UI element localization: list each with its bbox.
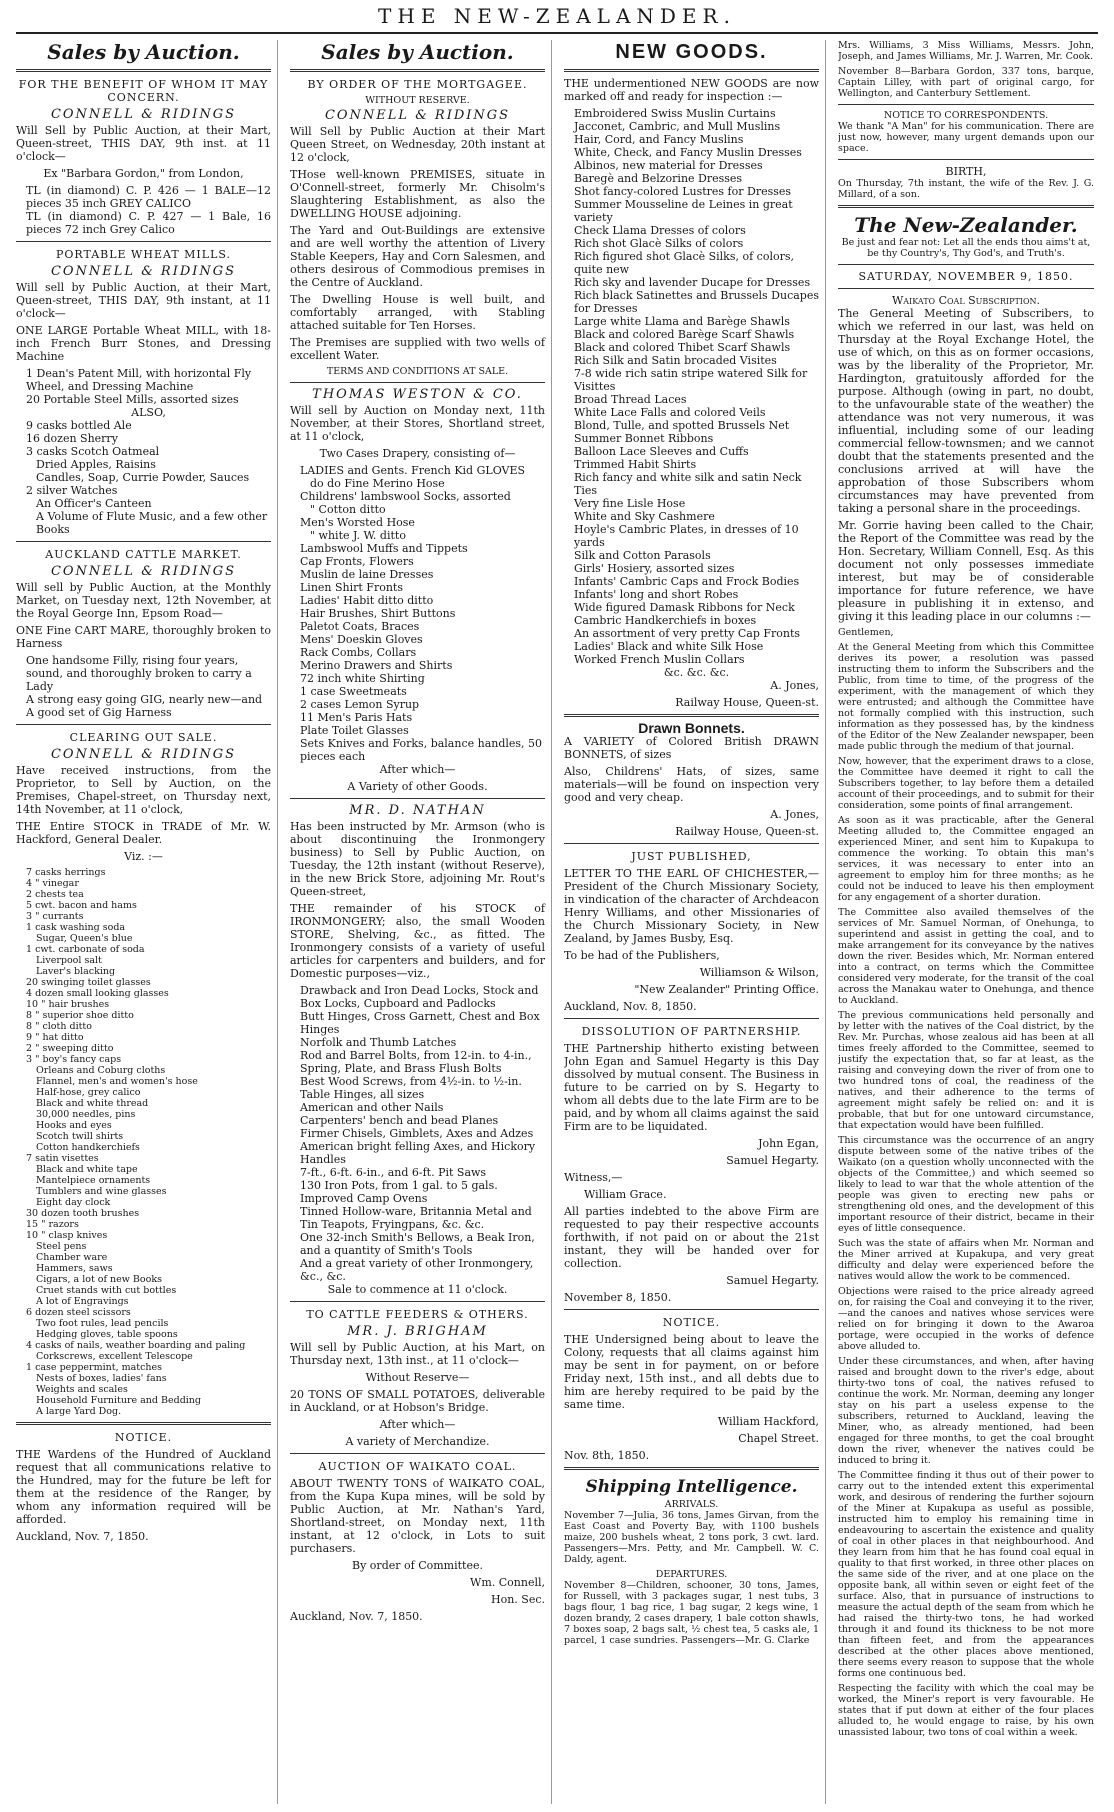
list-item: Hammers, saws [36, 1263, 113, 1274]
list-item: Men's Worsted Hose [300, 516, 415, 529]
list-item: Cap Fronts, Flowers [300, 555, 414, 568]
signature: Hon. Sec. [491, 1593, 545, 1606]
ad-ex: Ex "Barbara Gordon," from London, [43, 167, 244, 180]
ad-text: Also, Childrens' Hats, of sizes, same materials—will be found on inspection very good and very cheap. [564, 765, 819, 804]
list-item: Nests of boxes, ladies' fans [36, 1373, 167, 1384]
list-item: An assortment of very pretty Cap Fronts [574, 627, 801, 640]
list-item: Rich shot Glacè Silks of colors [574, 237, 744, 250]
list-item: Weights and scales [36, 1384, 128, 1395]
list-item: Large white Llama and Barège Shawls [574, 315, 790, 328]
ad-terms: TERMS AND CONDITIONS AT SALE. [326, 366, 509, 377]
ad-sale: Sale to commence at 11 o'clock. [327, 1283, 508, 1296]
list-item: Scotch twill shirts [36, 1131, 124, 1142]
ad-title: CLEARING OUT SALE. [69, 731, 218, 744]
ad-date: Auckland, Nov. 8, 1850. [564, 1000, 697, 1013]
ad-text: The Premises are supplied with two wells of excellent Water. [290, 336, 545, 362]
list-item: Cotton handkerchiefs [36, 1142, 140, 1153]
list-item: Jacconet, Cambric, and Mull Muslins [574, 120, 781, 133]
ad-text: ABOUT TWENTY TONS of WAIKATO COAL, from the Kupa Kupa mines, will be sold by Public Auction, at Mr. Nathan's Yard, Shortland-street, on Monday next, 11th instant, at 12 o'clock, in Lots to suit purchasers. [290, 1477, 545, 1555]
list-item: And a great variety of other Ironmongery, &c., &c. [300, 1257, 534, 1283]
column-2 [290, 40, 552, 1804]
ad-title: NOTICE. [114, 1431, 173, 1444]
list-item: Shot fancy-colored Lustres for Dresses [574, 185, 792, 198]
list-item: 11 Men's Paris Hats [300, 711, 413, 724]
list-item: An Officer's Canteen [36, 497, 152, 510]
list-item: Improved Camp Ovens [300, 1192, 428, 1205]
motto: Be just and fear not: Let all the ends thou aims't at, be thy Country's, Thy God's, and Truth's. [841, 237, 1091, 259]
list-item: 4 dozen small looking glasses [26, 988, 169, 999]
list-item: Rich Silk and Satin brocaded Visites [574, 354, 777, 367]
signature: Railway House, Queen-st. [675, 825, 819, 838]
list-item: 20 Portable Steel Mills, assorted sizes [26, 393, 239, 406]
list-item: Childrens' lambswool Socks, assorted [300, 490, 511, 503]
list-item: Liverpool salt [36, 955, 102, 966]
ad-lead: ONE LARGE Portable Wheat MILL, with 18-inch French Burr Stones, and Dressing Machine [16, 324, 271, 363]
list-item: One handsome Filly, rising four years, sound, and thoroughly broken to carry a Lady [26, 654, 252, 693]
dateline: SATURDAY, NOVEMBER 9, 1850. [858, 270, 1074, 283]
list-item: Muslin de laine Dresses [300, 568, 434, 581]
ad-title: PORTABLE WHEAT MILLS. [55, 248, 232, 261]
list-item: &c. &c. &c. [663, 666, 730, 679]
list-item: 2 cases Lemon Syrup [300, 698, 420, 711]
list-item: 8 " cloth ditto [26, 1021, 92, 1032]
column-1 [16, 40, 278, 1804]
list-item: 30 dozen tooth brushes [26, 1208, 140, 1219]
list-item: Steel pens [36, 1241, 87, 1252]
list-item: 4 " vinegar [26, 878, 79, 889]
list-item: Tinned Hollow-ware, Britannia Metal and Tin Teapots, Fryingpans, &c. &c. [300, 1205, 532, 1231]
list-item: Ladies' Black and white Silk Hose [574, 640, 764, 653]
list-item: 2 silver Watches [26, 484, 118, 497]
subhead: DEPARTURES. [655, 1569, 728, 1580]
ad-after: After which— [379, 1418, 456, 1431]
list-item: Lambswool Muffs and Tippets [300, 542, 468, 555]
ad-date: Auckland, Nov. 7, 1850. [16, 1530, 149, 1543]
auctioneer: CONNELL & RIDINGS [324, 108, 511, 123]
ad-text: The Dwelling House is well built, and comfortably arranged, with Stabling attached suitable for Ten Horses. [290, 293, 545, 332]
witness: William Grace. [584, 1188, 667, 1201]
list-item: 7-ft., 6-ft. 6-in., and 6-ft. Pit Saws [300, 1166, 487, 1179]
list-item: Albinos, new material for Dresses [574, 159, 763, 172]
ad-text: A VARIETY of Colored British DRAWN BONNETS, of sizes [564, 735, 819, 761]
signature: Samuel Hegarty. [726, 1154, 819, 1167]
ad-text: Will sell by Auction on Monday next, 11th November, at their Stores, Shortland street, at 11 o'clock, [290, 404, 545, 443]
item-list [290, 464, 545, 763]
ad-text: THE Undersigned being about to leave the Colony, requests that all claims against him may be sent in for payment, on or before Friday next, 15th inst., and all debts due to him are hereby required to be paid by the same time. [564, 1333, 819, 1411]
list-item: Chamber ware [36, 1252, 108, 1263]
list-item: 2 " sweeping ditto [26, 1043, 114, 1054]
list-item: 1 cwt. carbonate of soda [26, 944, 145, 955]
list-item: 1 Dean's Patent Mill, with horizontal Fly Wheel, and Dressing Machine [26, 367, 252, 393]
list-item: Merino Drawers and Shirts [300, 659, 453, 672]
report-paragraph: Such was the state of affairs when Mr. Norman and the Miner arrived at Kupakupa, and very great difficulty and delay were experienced before the natives would allow the work to be commenced. [838, 1238, 1094, 1282]
list-item: Candles, Soap, Currie Powder, Sauces [36, 471, 250, 484]
paper-title: The New-Zealander. [854, 213, 1078, 237]
auctioneer: MR. J. BRIGHAM [347, 1324, 488, 1339]
list-item: One 32-inch Smith's Bellows, a Beak Iron, and a quantity of Smith's Tools [300, 1231, 535, 1257]
list-item: 4 casks of nails, weather boarding and paling [26, 1340, 246, 1351]
list-item: Rich black Satinettes and Brussels Ducapes for Dresses [574, 289, 819, 315]
signature: A. Jones, [770, 679, 819, 692]
list-item: Worked French Muslin Collars [574, 653, 745, 666]
column-header: Sales by Auction. [321, 40, 514, 64]
item-list [290, 984, 545, 1283]
list-item: 2 chests tea [26, 889, 84, 900]
auctioneer: THOMAS WESTON & CO. [312, 387, 523, 402]
ad-text: THose well-known PREMISES, situate in O'Connell-street, formerly Mr. Chisolm's Slaughtering Establishment, as also the DWELLING HOUSE adjoining. [290, 168, 545, 220]
masthead: THE NEW-ZEALANDER. [16, 0, 1098, 34]
list-item: 7-8 wide rich satin stripe watered Silk for Visittes [574, 367, 808, 393]
list-item: Firmer Chisels, Gimblets, Axes and Adzes [300, 1127, 534, 1140]
list-item: Dried Apples, Raisins [36, 458, 156, 471]
ad-text: Will sell by Public Auction, at the Monthly Market, on Tuesday next, 12th November, at the Royal George Inn, Epsom Road— [16, 581, 271, 620]
list-item: Black and colored Barège Scarf Shawls [574, 328, 795, 341]
list-item: Tumblers and wine glasses [36, 1186, 167, 1197]
list-item: 7 satin visettes [26, 1153, 99, 1164]
list-item: Drawback and Iron Dead Locks, Stock and Box Locks, Cupboard and Padlocks [300, 984, 539, 1010]
list-item: Rack Combs, Collars [300, 646, 417, 659]
ad-lead: THE Entire STOCK in TRADE of Mr. W. Hackford, General Dealer. [16, 820, 271, 846]
list-item: A good set of Gig Harness [26, 706, 172, 719]
list-item: Infants' Cambric Caps and Frock Bodies [574, 575, 800, 588]
list-item: " Cotton ditto [310, 503, 386, 516]
list-item: Rich figured shot Glacè Silks, of colors, quite new [574, 250, 794, 276]
signature: John Egan, [758, 1137, 819, 1150]
list-item: Norfolk and Thumb Latches [300, 1036, 457, 1049]
list-item: Summer Bonnet Ribbons [574, 432, 714, 445]
list-item: Ladies' Habit ditto ditto [300, 594, 434, 607]
list-item: Table Hinges, all sizes [300, 1088, 425, 1101]
auctioneer: CONNELL & RIDINGS [50, 107, 237, 122]
ad-text: Will Sell by Public Auction, at their Mart, Queen-street, THIS DAY, 9th inst. at 11 o'clock— [16, 124, 271, 163]
list-item: Cambric Handkerchiefs in boxes [574, 614, 757, 627]
ad-by: By order of Committee. [352, 1559, 483, 1572]
list-item: A strong easy going GIG, nearly new—and [26, 693, 263, 706]
list-item: Embroidered Swiss Muslin Curtains [574, 107, 776, 120]
ad-after: A Variety of other Goods. [347, 780, 488, 793]
list-item: 30,000 needles, pins [36, 1109, 136, 1120]
list-item: Wide figured Damask Ribbons for Neck [574, 601, 795, 614]
item-list [16, 654, 271, 719]
list-item: White and Sky Cashmere [574, 510, 715, 523]
shipping-entry: November 8—Barbara Gordon, 337 tons, barque, Captain Lilley, with part of original cargo, for Wellington, and Canterbury Settlement. [838, 66, 1094, 99]
ad-title: NOTICE. [662, 1316, 721, 1329]
list-item: Balloon Lace Sleeves and Cuffs [574, 445, 749, 458]
list-item: Half-hose, grey calico [36, 1087, 141, 1098]
subhead: ARRIVALS. [664, 1499, 719, 1510]
list-item: Black and white tape [36, 1164, 138, 1175]
list-item: Rich fancy and white silk and satin Neck Ties [574, 471, 802, 497]
ad-title: AUCTION OF WAIKATO COAL. [318, 1460, 517, 1473]
ad-viz: Viz. :— [124, 850, 163, 863]
column-3 [564, 40, 826, 1804]
list-item: Cruet stands with cut bottles [36, 1285, 177, 1296]
list-item: Blond, Tulle, and spotted Brussels Net [574, 419, 790, 432]
list-item: Hair Brushes, Shirt Buttons [300, 607, 456, 620]
report-paragraph: The Committee finding it thus out of their power to carry out to the intended extent this experimental work, and desirous of rendering the further sojourn of the Miner at Kupakupa as useful as possible, instructed him to employ his remaining time in endeavouring to ascertain the existence and quality of coal in other places in that neighbourhood. And they learn from him that he has found coal equal in quality to that first worked, in three other places on the same side of the river, and at one place on the opposite bank, all within seven or eight feet of the surface. Also, that in pursuance of instructions to measure the actual depth of the seam from which he had raised the thirty-two tons, he had worked through it and found its thickness to be not more than fifteen feet, and from the appearances described at the other places above mentioned, there seems every reason to suppose that the whole forms one continuous bed. [838, 1470, 1094, 1679]
item-list [16, 867, 271, 1417]
report-paragraph: At the General Meeting from which this Committee derives its power, a resolution was passed instructing them to inform the Subscribers and the Public, from time to time, of the progress of the experiment, with the management of which they were entrusted; and although the Committee have not formally complied with this instruction, such information as they possessed has, by the kindness of the Editor of the New Zealander newspaper, been made public through the medium of that journal. [838, 642, 1094, 752]
ad-sub: Two Cases Drapery, consisting of— [319, 447, 516, 460]
column-4 [838, 40, 1100, 1804]
list-item: Spring, Plate, and Brass Flush Bolts [300, 1062, 502, 1075]
list-item: Hedging gloves, table spoons [36, 1329, 178, 1340]
signature: Chapel Street. [738, 1432, 819, 1445]
list-item: 1 case Sweetmeats [300, 685, 407, 698]
ad-text: THE remainder of his STOCK of IRONMONGERY; also, the small Wooden STORE, Shelving, &c., as fitted. The Ironmongery consists of a variety of useful articles for carpenters and builders, and for Domestic purposes—viz., [290, 902, 545, 980]
ad-title: JUST PUBLISHED, [631, 850, 752, 863]
shipping-entry: November 7—Julia, 36 tons, James Girvan, from the East Coast and Poverty Bay, with 1100 bushels maize, 200 bushels wheat, 2 tons pork, 3 cwt. lard. Passengers—Mrs. Petty, and Mr. Campbell. W. C. Daldy, agent. [564, 1510, 819, 1565]
list-item: White Lace Falls and colored Veils [574, 406, 766, 419]
signature: "New Zealander" Printing Office. [634, 983, 819, 996]
list-item: 1 case peppermint, matches [26, 1362, 163, 1373]
list-item: LADIES and Gents. French Kid GLOVES [300, 464, 526, 477]
list-item: 8 " superior shoe ditto [26, 1010, 134, 1021]
ad-lead: ONE Fine CART MARE, thoroughly broken to Harness [16, 624, 271, 650]
list-item: Sugar, Queen's blue [36, 933, 133, 944]
list-item: Summer Mousseline de Leines in great variety [574, 198, 793, 224]
list-item: A Volume of Flute Music, and a few other Books [36, 510, 268, 536]
list-item: Paletot Coats, Braces [300, 620, 420, 633]
list-item: ALSO, [131, 406, 166, 419]
ad-title: DISSOLUTION OF PARTNERSHIP. [581, 1025, 802, 1038]
list-item: Black and white thread [36, 1098, 149, 1109]
list-item: 72 inch white Shirting [300, 672, 425, 685]
article-paragraph: Mr. Gorrie having been called to the Chair, the Report of the Committee was read by the Hon. Secretary, William Connell, Esq. As this document not only possesses immediate interest, but may be of considerable importance for future reference, we have pleasure in publishing it in extenso, and giving it this leading place in our columns :— [838, 519, 1094, 623]
auctioneer: CONNELL & RIDINGS [50, 747, 237, 762]
ad-text: Have received instructions, from the Proprietor, to Sell by Auction, on the Premises, Chapel-street, on Thursday next, 14th November, at 11 o'clock, [16, 764, 271, 816]
ad-text: LETTER TO THE EARL OF CHICHESTER,—President of the Church Missionary Society, in vindication of the character of Archdeacon Henry Williams, and other Missionaries of the Church Missionary Society, in New Zealand, by James Busby, Esq. [564, 867, 819, 945]
notice-text: We thank "A Man" for his communication. There are just now, however, many urgent demands upon our space. [838, 121, 1094, 154]
ad-title: BY ORDER OF THE MORTGAGEE. [307, 78, 528, 91]
section-title: Shipping Intelligence. [585, 1477, 798, 1497]
list-item: Butt Hinges, Cross Garnett, Chest and Box Hinges [300, 1010, 540, 1036]
list-item: A lot of Engravings [36, 1296, 129, 1307]
article-paragraph: Gentlemen, [838, 627, 894, 638]
report-paragraph: Respecting the facility with which the coal may be worked, the Miner's report is very favourable. He states that if put down at either of the four places alluded to, he would engage to raise, by his own unassisted labour, two tons of coal within a week. [838, 1683, 1094, 1738]
report-paragraph: Under these circumstances, and when, after having raised and brought down to the river's edge, about thirty-two tons of coal, the natives refused to continue the work. Mr. Norman, deeming any longer stay on his part a useless expense to the subscribers, returned to Auckland, leaving the Miner, who, as already mentioned, had been engaged for three months, to get the coal brought down the river, whenever the natives could be induced to bring it. [838, 1356, 1094, 1466]
ad-text: The Yard and Out-Buildings are extensive and are well worthy the attention of Livery Stable Keepers, Hay and Corn Salesmen, and others desirous of Commodious premises in the Centre of Auckland. [290, 224, 545, 289]
list-item: Silk and Cotton Parasols [574, 549, 711, 562]
ad-text: THE undermentioned NEW GOODS are now marked off and ready for inspection :— [564, 77, 819, 103]
ad-text: Has been instructed by Mr. Armson (who is about discontinuing the Ironmongery business) to Sell by Public Auction, on Tuesday, the 12th instant (without Reserve), in the new Brick Store, adjoining Mr. Rout's Queen-street, [290, 820, 545, 898]
list-item: do do Fine Merino Hose [310, 477, 445, 490]
ad-text: Will sell by Public Auction, at his Mart, on Thursday next, 13th inst., at 11 o'clock— [290, 1341, 545, 1367]
ad-item: TL (in diamond) C. P. 427 — 1 Bale, 16 pieces 72 inch Grey Calico [26, 210, 271, 236]
auctioneer: CONNELL & RIDINGS [50, 564, 237, 579]
signature: Williamson & Wilson, [699, 966, 819, 979]
column-header: NEW GOODS. [615, 41, 768, 63]
list-item: Mantelpiece ornaments [36, 1175, 151, 1186]
newspaper-page [16, 40, 1098, 1804]
section-title: NOTICE TO CORRESPONDENTS. [883, 110, 1049, 121]
list-item: 1 cask washing soda [26, 922, 126, 933]
list-item: Orleans and Coburg cloths [36, 1065, 166, 1076]
ad-title: TO CATTLE FEEDERS & OTHERS. [306, 1308, 529, 1321]
auctioneer: MR. D. NATHAN [349, 803, 486, 818]
list-item: 3 casks Scotch Oatmeal [26, 445, 160, 458]
list-item: Laver's blacking [36, 966, 116, 977]
list-item: 16 dozen Sherry [26, 432, 118, 445]
list-item: 9 casks bottled Ale [26, 419, 132, 432]
list-item: 10 " hair brushes [26, 999, 110, 1010]
list-item: White, Check, and Fancy Muslin Dresses [574, 146, 802, 159]
list-item: Eight day clock [36, 1197, 111, 1208]
ad-date: Nov. 8th, 1850. [564, 1449, 650, 1462]
list-item: Rich sky and lavender Ducape for Dresses [574, 276, 811, 289]
ad-text: THE Wardens of the Hundred of Auckland request that all communications relative to the Hundred, may for the future be left for them at the residence of the Ranger, by whom any information required will be afforded. [16, 1448, 271, 1526]
shipping-entry: November 8—Children, schooner, 30 tons, James, for Russell, with 3 packages sugar, 1 nest tubs, 3 bags flour, 1 bag rice, 1 bag sugar, 2 kegs wine, 1 dozen brandy, 2 cases drapery, 1 bale cotton shawls, 7 boxes soap, 2 bags salt, ½ chest tea, 5 casks ale, 1 parcel, 1 case sundries. Passengers—Mr. G. Clarke [564, 1580, 819, 1646]
ad-date: Auckland, Nov. 7, 1850. [290, 1610, 423, 1623]
report-paragraph: Objections were raised to the price already agreed on, for raising the Coal and conveying it to the river, —and the canoes and natives whose services were relied on for bringing it down to the Awaroa portage, were occupied in the works of defence above alluded to. [838, 1286, 1094, 1352]
ad-title: AUCKLAND CATTLE MARKET. [45, 548, 242, 561]
list-item: American bright felling Axes, and Hickory Handles [300, 1140, 536, 1166]
list-item: Hoyle's Cambric Plates, in dresses of 10 yards [574, 523, 799, 549]
ad-text: Will Sell by Public Auction at their Mart Queen Street, on Wednesday, 20th instant at 12 o'clock, [290, 125, 545, 164]
list-item: 3 " boy's fancy caps [26, 1054, 122, 1065]
list-item: Best Wood Screws, from 4½-in. to ½-in. [300, 1075, 522, 1088]
list-item: 130 Iron Pots, from 1 gal. to 5 gals. [300, 1179, 498, 1192]
ad-title: Drawn Bonnets. [638, 720, 745, 736]
signature: Railway House, Queen-st. [675, 696, 819, 709]
list-item: Plate Toilet Glasses [300, 724, 409, 737]
ad-sub: Without Reserve— [365, 1371, 470, 1384]
ad-date: November 8, 1850. [564, 1291, 672, 1304]
ad-text: To be had of the Publishers, [564, 949, 720, 962]
list-item: Cigars, a lot of new Books [36, 1274, 162, 1285]
list-item: Broad Thread Laces [574, 393, 687, 406]
list-item: 10 " clasp knives [26, 1230, 108, 1241]
list-item: Black and colored Thibet Scarf Shawls [574, 341, 791, 354]
list-item: " white J. W. ditto [310, 529, 406, 542]
list-item: 5 cwt. bacon and hams [26, 900, 137, 911]
ad-title: FOR THE BENEFIT OF WHOM IT MAY CONCERN. [18, 78, 269, 104]
report-paragraph: Now, however, that the experiment draws to a close, the Committee have deemed it right to call the Subscribers together, to lay before them a detailed account of their proceedings, and to submit for their consideration, some points of final arrangement. [838, 756, 1094, 811]
report-paragraph: This circumstance was the occurrence of an angry dispute between some of the native tribes of the Waikato (on a question wholly unconnected with the objects of the Committee,) and which seemed so likely to lead to war that the whole attention of the people was given to erecting new pahs or strengthening old ones, and the development of this important resource of their district, became in their eyes of little consequence. [838, 1135, 1094, 1234]
list-item: Trimmed Habit Shirts [574, 458, 697, 471]
report-paragraph: As soon as it was practicable, after the General Meeting alluded to, the Committee engaged an experienced Miner, and sent him to Kupakupa to commence the working. To obtain this man's services, it was necessary to enter into an agreement to employ him for three months; as he could not be induced to leave his then employment for any engagement of a shorter duration. [838, 815, 1094, 903]
signature: William Hackford, [717, 1415, 819, 1428]
list-item: Check Llama Dresses of colors [574, 224, 746, 237]
list-item: 6 dozen steel scissors [26, 1307, 131, 1318]
section-title: BIRTH, [945, 165, 987, 178]
signature: Samuel Hegarty. [726, 1274, 819, 1287]
auctioneer: CONNELL & RIDINGS [50, 264, 237, 279]
list-item: Household Furniture and Bedding [36, 1395, 202, 1406]
ad-after: A variety of Merchandize. [345, 1435, 490, 1448]
ad-after: After which— [379, 763, 456, 776]
list-item: 3 " currants [26, 911, 84, 922]
column-header: Sales by Auction. [47, 40, 240, 64]
ad-text: THE Partnership hitherto existing between John Egan and Samuel Hegarty is this Day dissolved by mutual consent. The Business in future to be carried on by S. Hegarty to whom all debts due to the late Firm are to be paid, and by whom all claims against the said Firm are to be liquidated. [564, 1042, 819, 1133]
ad-text: All parties indebted to the above Firm are requested to pay their respective accounts forthwith, if not paid on or about the 21st instant, they will be handed over for collection. [564, 1205, 819, 1270]
list-item: 15 " razors [26, 1219, 79, 1230]
list-item: Two foot rules, lead pencils [36, 1318, 169, 1329]
list-item: Infants' long and short Robes [574, 588, 739, 601]
list-item: Linen Shirt Fronts [300, 581, 403, 594]
ad-sub: WITHOUT RESERVE. [365, 95, 470, 106]
list-item: 9 " hat ditto [26, 1032, 84, 1043]
list-item: Very fine Lisle Hose [574, 497, 686, 510]
shipping-entry: Mrs. Williams, 3 Miss Williams, Messrs. John, Joseph, and James Williams, Mr. J. Warren, Mr. Cook. [838, 40, 1094, 62]
ad-lead: 20 TONS OF SMALL POTATOES, deliverable in Auckland, or at Hobson's Bridge. [290, 1388, 545, 1414]
article-title: Waikato Coal Subscription. [891, 294, 1041, 307]
list-item: Girls' Hosiery, assorted sizes [574, 562, 735, 575]
ad-text: Will sell by Public Auction, at their Mart, Queen-street, THIS DAY, 9th instant, at 11 o'clock— [16, 281, 271, 320]
list-item: Rod and Barrel Bolts, from 12-in. to 4-in., [300, 1049, 532, 1062]
report-paragraph: The Committee also availed themselves of the services of Mr. Samuel Norman, of Onehunga, to superintend and assist in getting the coal, and to make arrangement for its conveyance by the natives down the river. Besides which, Mr. Norman entered into a contract, on terms which the Committee considered very moderate, for the transit of the coal across the Manakau water to Onehunga, and thence to Auckland. [838, 907, 1094, 1006]
item-list [16, 367, 271, 536]
list-item: Baregè and Belzorine Dresses [574, 172, 743, 185]
list-item: Sets Knives and Forks, balance handles, 50 pieces each [300, 737, 543, 763]
notice-text: On Thursday, 7th instant, the wife of the Rev. J. G. Millard, of a son. [838, 178, 1094, 200]
list-item: Mens' Doeskin Gloves [300, 633, 423, 646]
signature: Wm. Connell, [470, 1576, 545, 1589]
list-item: A large Yard Dog. [36, 1406, 122, 1417]
list-item: Hooks and eyes [36, 1120, 112, 1131]
article-paragraph: The General Meeting of Subscribers, to which we referred in our last, was held on Thursday at the Royal Exchange Hotel, the use of which, on this as on former occasions, was by the liberality of the Proprietor, Mr. Hardington, gratuitously afforded for the purpose. Although (owing in part, no doubt, to the unfavourable state of the weather) the attendance was not very numerous, it was influential, including some of our leading commercial fellow-townsmen; and we cannot doubt that the statements presented and the conclusions arrived at will have the approbation of those Subscribers whom circumstances may have prevented from taking a personal share in the proceedings. [838, 307, 1094, 515]
witness: Witness,— [564, 1171, 623, 1184]
ad-item: TL (in diamond) C. P. 426 — 1 BALE—12 pieces 35 inch GREY CALICO [26, 184, 271, 210]
list-item: Corkscrews, excellent Telescope [36, 1351, 193, 1362]
list-item: 20 swinging toilet glasses [26, 977, 151, 988]
signature: A. Jones, [770, 808, 819, 821]
list-item: Carpenters' bench and bead Planes [300, 1114, 499, 1127]
list-item: American and other Nails [300, 1101, 444, 1114]
report-paragraph: The previous communications held personally and by letter with the natives of the Coal district, by the Rev. Mr. Purchas, whose zealous aid has been at all times freely afforded to the Committee, seemed to justify the expectation that, so far at least, as the raising and conveying down the river of from one to two hundred tons of coal, the readiness of the natives, and their adherence to the terms of agreement might safely be relied on: and it is probable, that but for one untoward circumstance, that expectation would have been fulfilled. [838, 1010, 1094, 1131]
list-item: Hair, Cord, and Fancy Muslins [574, 133, 744, 146]
item-list [564, 107, 819, 679]
list-item: Flannel, men's and women's hose [36, 1076, 198, 1087]
list-item: 7 casks herrings [26, 867, 106, 878]
